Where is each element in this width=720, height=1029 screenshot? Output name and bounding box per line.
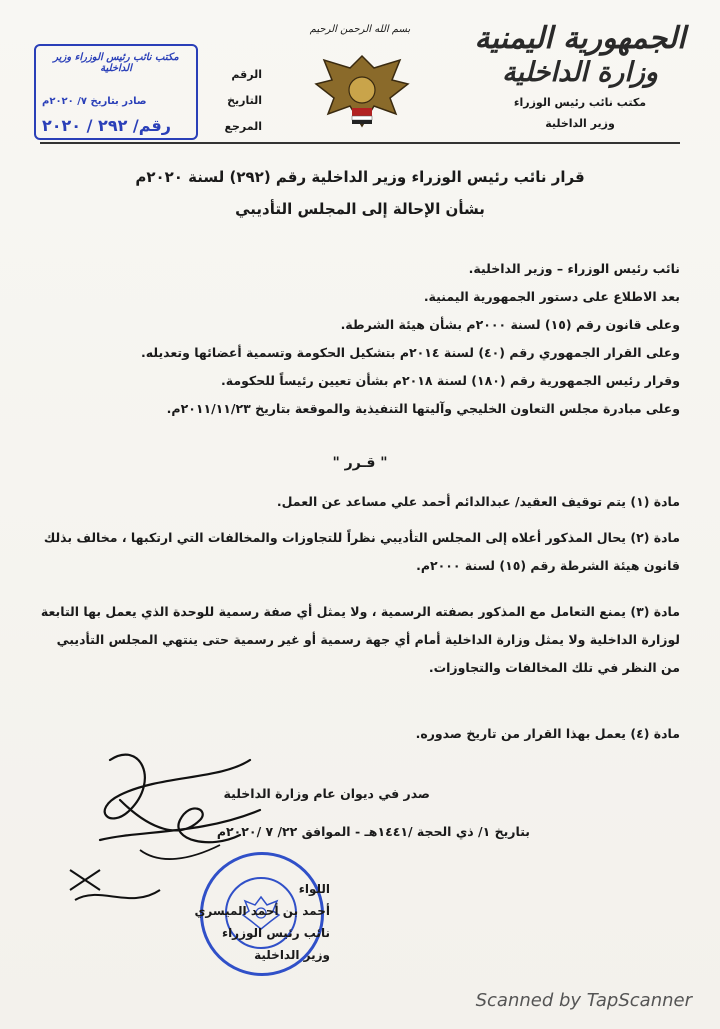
signatory-title: وزير الداخلية bbox=[254, 948, 330, 962]
issued-place: صدر في ديوان عام وزارة الداخلية bbox=[223, 786, 430, 801]
signatory-title: نائب رئيس الوزراء bbox=[221, 926, 330, 940]
stamp-office: مكتب نائب رئيس الوزراء وزير الداخلية bbox=[53, 52, 179, 74]
article-3 bbox=[40, 598, 680, 682]
ministry-header bbox=[470, 22, 690, 130]
preamble-line: نائب رئيس الوزراء – وزير الداخلية. bbox=[468, 261, 680, 276]
scanner-watermark: Scanned by TapScanner bbox=[475, 990, 692, 1011]
decree-subtitle: بشأن الإحالة إلى المجلس التأديبي bbox=[235, 200, 485, 218]
ref-label-reference: المرجع bbox=[224, 120, 262, 133]
yemen-eagle-emblem-icon bbox=[312, 50, 412, 132]
header-country: الجمهورية اليمنية bbox=[474, 21, 686, 56]
header-office: مكتب نائب رئيس الوزراء bbox=[513, 96, 647, 109]
preamble-line: بعد الاطلاع على دستور الجمهورية اليمنية. bbox=[423, 289, 680, 304]
ref-label-date: التاريخ bbox=[227, 94, 262, 107]
signatory-name: أحمد بن أحمد الميسري bbox=[194, 904, 330, 918]
header-minister: وزير الداخلية bbox=[545, 117, 615, 130]
preamble-line: وعلى مبادرة مجلس التعاون الخليجي وآليتها التنفيذية والموقعة بتاريخ ٢٠١١/١١/٢٣م. bbox=[166, 401, 680, 416]
preamble bbox=[40, 255, 680, 423]
issued-date: بتاريخ ١/ ذي الحجة /١٤٤١هـ - الموافق ٢٢/ ٧ /٢٠٢٠م bbox=[216, 824, 530, 839]
article-1 bbox=[40, 488, 680, 516]
preamble-line: وعلى قانون رقم (١٥) لسنة ٢٠٠٠م بشأن هيئة الشرطة. bbox=[340, 317, 680, 332]
header-ministry: وزارة الداخلية bbox=[502, 57, 658, 88]
stamp-date: صادر بتاريخ ٧/ ٢٠٢٠م bbox=[42, 96, 147, 107]
reference-stamp bbox=[34, 44, 198, 140]
preamble-line: وعلى القرار الجمهوري رقم (٤٠) لسنة ٢٠١٤م بتشكيل الحكومة وتسمية أعضائها وتعديله. bbox=[141, 345, 680, 360]
decree-title: قرار نائب رئيس الوزراء وزير الداخلية رقم (٢٩٢) لسنة ٢٠٢٠م bbox=[135, 168, 585, 186]
article-text: مادة (٣) يمنع التعامل مع المذكور بصفته الرسمية ، ولا يمثل أي صفة رسمية للوحدة الذي يعمل بها التابعة لوزارة الداخلية ولا يمثل وزارة الداخلية أمام أي جهة رسمية أو غير رسمية حتى ينتهي المجلس التأديبي من النظر في تلك المخالفات والتجاوزات. bbox=[40, 604, 680, 675]
preamble-line: وقرار رئيس الجمهورية رقم (١٨٠) لسنة ٢٠١٨م بشأن تعيين رئيساً للحكومة. bbox=[221, 373, 680, 388]
decree-heading: " قـرر " bbox=[332, 455, 388, 471]
article-text: مادة (١) يتم توقيف العقيد/ عبدالدائم أحمد علي مساعد عن العمل. bbox=[276, 494, 680, 509]
reference-labels bbox=[212, 62, 262, 140]
signatory-block bbox=[90, 878, 330, 966]
article-text: مادة (٢) يحال المذكور أعلاه إلى المجلس التأديبي نظراً للتجاوزات والمخالفات التي ارتكبها ، مخالف بذلك قانون هيئة الشرطة رقم (١٥) لسنة ٢٠٠٠م. bbox=[43, 530, 680, 573]
article-text: مادة (٤) يعمل بهذا القرار من تاريخ صدوره. bbox=[415, 726, 680, 741]
signatory-rank: اللواء bbox=[298, 882, 330, 896]
basmala: بسم الله الرحمن الرحيم bbox=[309, 24, 411, 35]
header-divider bbox=[40, 142, 680, 144]
ref-label-number: الرقم bbox=[231, 68, 262, 81]
stamp-reference-number: رقم/ ٢٩٢ / ٢٠٢٠ bbox=[42, 116, 171, 135]
article-2 bbox=[40, 524, 680, 580]
